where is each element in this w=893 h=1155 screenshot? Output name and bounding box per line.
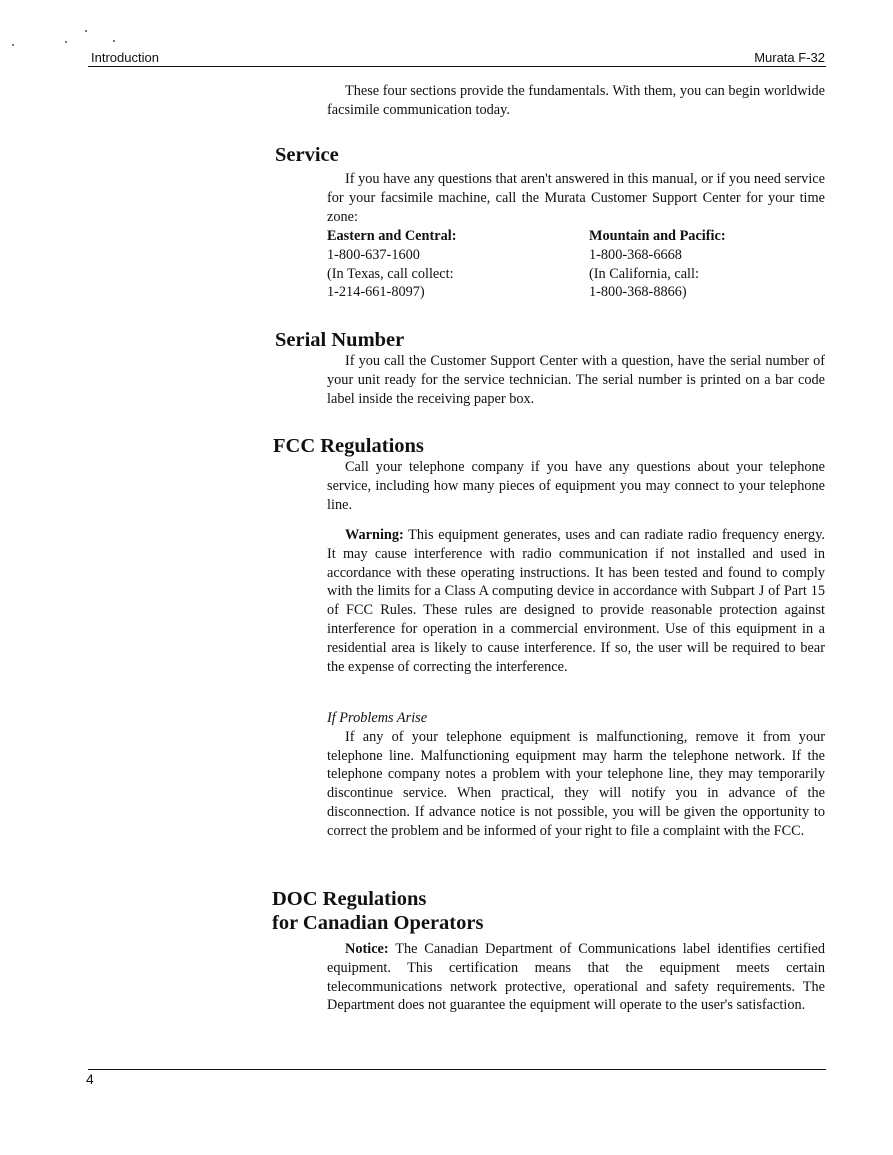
serial-number-text: If you call the Customer Support Center with a question, have the serial number of your unit ready for the service technician. The serial number is printed on a bar code label inside the receiving paper box. xyxy=(327,353,825,407)
scan-speck xyxy=(65,41,67,43)
scan-speck xyxy=(12,44,14,46)
eastern-note: (In Texas, call collect: xyxy=(327,265,454,282)
running-header-title: Murata F-32 xyxy=(754,50,825,65)
warning-text: This equipment generates, uses and can radiate radio frequency energy. It may cause interference with radio communication if not installed and used in accordance with these operating instructions. It has been tested and found to comply with the limits for a Class A computing device in accordance with Subpart J of Part 15 of FCC Rules. These rules are designed to provide reasonable protection against interference for operation in a commercial environment. Use of this equipment in a residential area is likely to cause interference. If so, the user will be required to bear the expense of correcting the interference. xyxy=(327,527,825,675)
mountain-note: (In California, call: xyxy=(589,265,699,282)
warning-label: Warning: xyxy=(345,527,404,543)
header-rule xyxy=(88,66,826,67)
problems-subheading: If Problems Arise xyxy=(327,710,428,726)
service-heading: Service xyxy=(275,144,339,166)
mountain-title: Mountain and Pacific: xyxy=(589,228,726,244)
eastern-central-column xyxy=(327,227,589,302)
eastern-phone: 1-800-637-1600 xyxy=(327,246,420,263)
fcc-warning-paragraph xyxy=(327,526,825,676)
page-number: 4 xyxy=(86,1071,94,1087)
notice-text: The Canadian Department of Communications label identifies certified equipment. This certification means that the equipment meets certain telecommunications network protective, operational and safety requirements. The Department does not guarantee the equipment will operate to the user's satisfaction. xyxy=(327,941,825,1014)
footer-rule xyxy=(88,1069,826,1070)
doc-heading-line2: for Canadian Operators xyxy=(272,912,484,934)
eastern-note-phone: 1-214-661-8097) xyxy=(327,284,425,301)
doc-notice-paragraph xyxy=(327,940,825,1015)
scan-speck xyxy=(85,30,87,32)
doc-heading-line1: DOC Regulations xyxy=(272,888,427,910)
fcc-text: Call your telephone company if you have any questions about your telephone service, including how many pieces of equipment you may connect to your telephone line. xyxy=(327,459,825,513)
intro-paragraph xyxy=(327,82,825,120)
notice-label: Notice: xyxy=(345,941,389,957)
intro-text: These four sections provide the fundamentals. With them, you can begin worldwide facsimile communication today. xyxy=(327,83,825,118)
support-phone-table xyxy=(327,227,825,302)
fcc-heading: FCC Regulations xyxy=(273,435,424,457)
serial-number-paragraph xyxy=(327,352,825,408)
eastern-title: Eastern and Central: xyxy=(327,228,457,244)
mountain-pacific-column xyxy=(589,227,825,302)
fcc-paragraph xyxy=(327,458,825,514)
mountain-note-phone: 1-800-368-8866) xyxy=(589,284,687,301)
problems-block xyxy=(327,709,825,841)
service-paragraph xyxy=(327,170,825,226)
serial-number-heading: Serial Number xyxy=(275,329,405,351)
scan-speck xyxy=(113,40,115,42)
service-text: If you have any questions that aren't answered in this manual, or if you need service for your facsimile machine, call the Murata Customer Support Center for your time zone: xyxy=(327,171,825,225)
problems-text: If any of your telephone equipment is malfunctioning, remove it from your telephone line. Malfunctioning equipment may harm the telephone network. If the telephone company notes a problem with your telephone line, they may temporarily discontinue service. When practical, they will notify you in advance of the disconnection. If advance notice is not possible, you will be given the opportunity to correct the problem and be informed of your right to file a complaint with the FCC. xyxy=(327,728,825,839)
running-header-section: Introduction xyxy=(91,50,159,65)
mountain-phone: 1-800-368-6668 xyxy=(589,246,682,263)
